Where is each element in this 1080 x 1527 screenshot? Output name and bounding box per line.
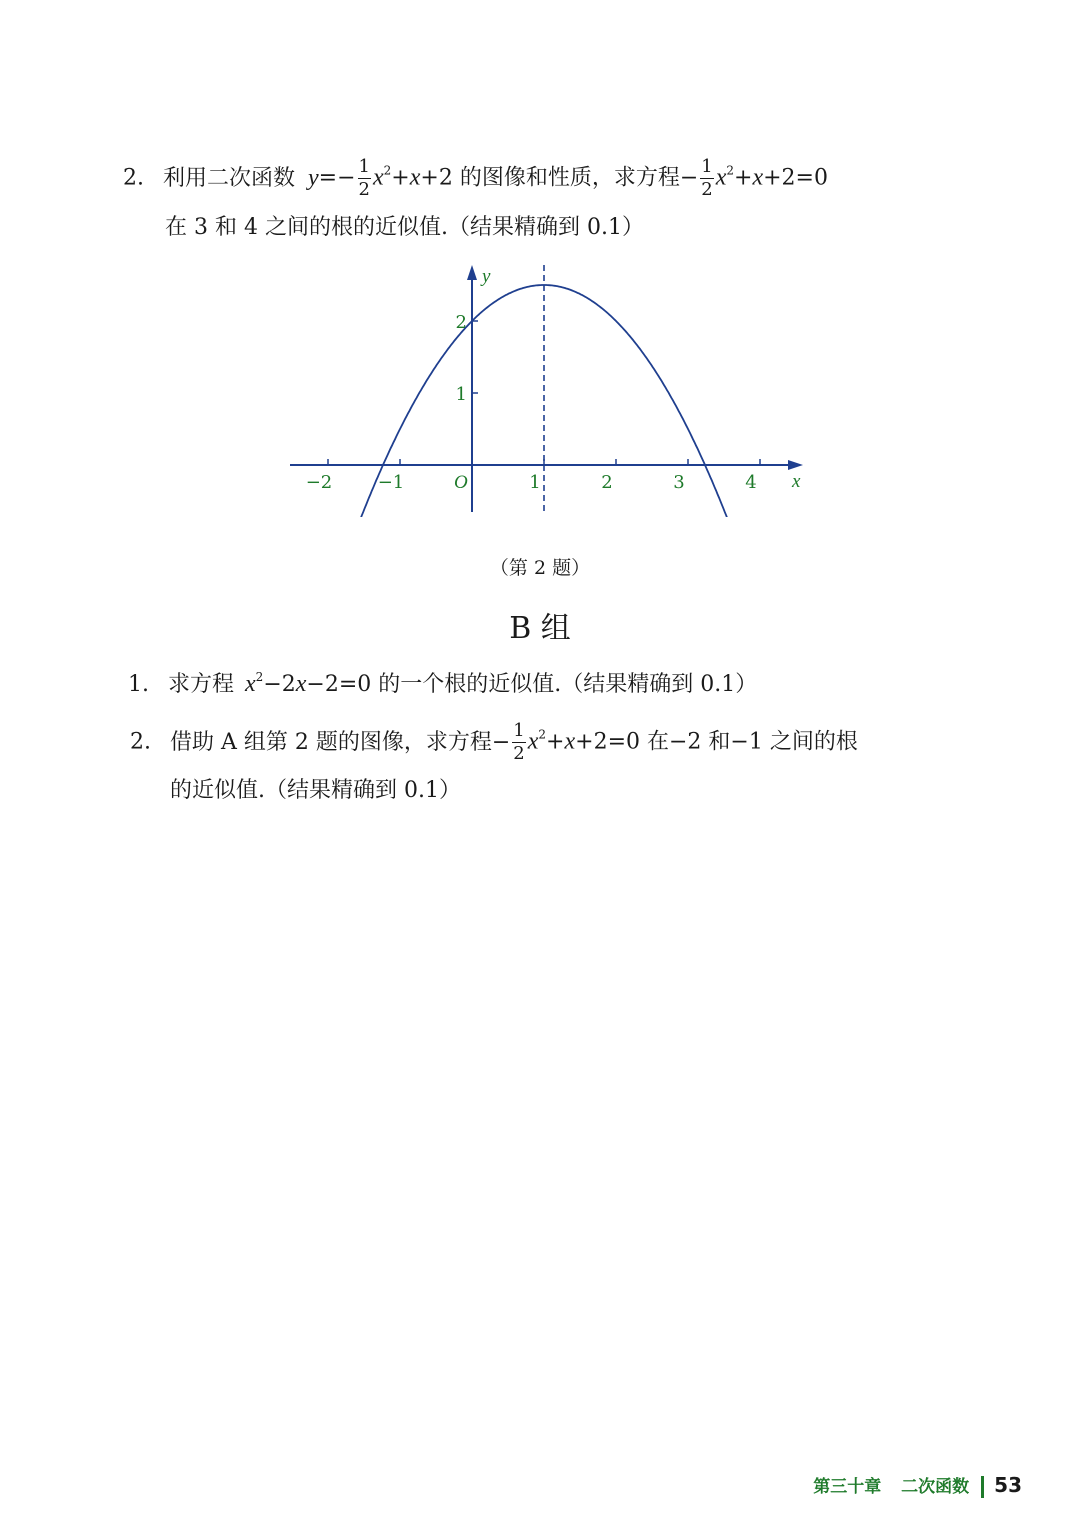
math-var: x: [409, 164, 421, 191]
page-number: 53: [994, 1473, 1022, 1497]
fraction-numerator: 1: [358, 156, 370, 177]
math-var: x: [373, 164, 384, 191]
x-axis-arrow: [788, 460, 803, 470]
math-var: x: [527, 728, 539, 755]
question-number: 1.: [128, 672, 149, 697]
section-label: 二次函数: [901, 1477, 970, 1497]
y-axis-label: y: [482, 266, 491, 287]
origin-label: O: [454, 472, 468, 493]
question-a2-line1: [123, 158, 828, 199]
math-op: +: [546, 729, 565, 755]
math-op: −2: [263, 672, 296, 697]
x-axis-label: x: [792, 471, 801, 492]
math-var: x: [564, 728, 576, 755]
fraction: [700, 158, 713, 199]
question-text: 利用二次函数: [163, 165, 296, 191]
fraction-denominator: 2: [701, 179, 713, 200]
question-b1: [128, 671, 757, 696]
question-text: +2=0: [763, 165, 828, 191]
math-var: y: [308, 164, 319, 191]
math-op: =−: [318, 165, 356, 191]
x-tick-label: 3: [673, 472, 685, 493]
fraction-numerator: 1: [513, 720, 525, 741]
math-var: x: [752, 164, 764, 191]
fraction: [358, 158, 371, 199]
axes: [290, 265, 803, 514]
y-tick-label: 2: [455, 312, 467, 333]
page-footer: [813, 1472, 1022, 1498]
question-text: 借助 A 组第 2 题的图像，求方程−: [170, 729, 511, 755]
y-tick-label: 1: [455, 384, 467, 405]
fraction-denominator: 2: [513, 743, 525, 764]
fraction: [512, 722, 525, 763]
question-b2-line1: [130, 722, 858, 763]
x-tick-label: −2: [305, 472, 333, 493]
tick-labels: [306, 266, 801, 493]
math-var: x: [295, 671, 307, 697]
parabola-figure: [285, 262, 805, 517]
y-axis-arrow: [467, 265, 477, 280]
question-a2-line2: 在 3 和 4 之间的根的近似值.（结果精确到 0.1）: [165, 215, 644, 240]
question-text: +2=0 在−2 和−1 之间的根: [575, 729, 858, 755]
x-tick-label: 1: [529, 472, 541, 493]
question-text: +2 的图像和性质，求方程−: [420, 165, 699, 191]
question-b2-line2: 的近似值.（结果精确到 0.1）: [170, 778, 461, 803]
math-var: x: [245, 671, 256, 697]
x-tick-label: 2: [601, 472, 613, 493]
question-number: 2.: [130, 729, 151, 755]
x-tick-label: 4: [745, 472, 757, 493]
math-var: x: [715, 164, 727, 191]
fraction-denominator: 2: [358, 179, 370, 200]
question-text: 求方程: [168, 672, 235, 697]
exponent: 2: [255, 670, 264, 684]
group-b-title: B 组: [509, 611, 571, 646]
question-number: 2.: [123, 165, 144, 191]
math-op: +: [391, 165, 410, 191]
figure-caption: （第 2 题）: [489, 557, 591, 579]
exponent: 2: [726, 163, 734, 178]
footer-divider: [981, 1476, 984, 1498]
exponent: 2: [538, 727, 547, 742]
exponent: 2: [383, 163, 392, 178]
fraction-numerator: 1: [701, 156, 713, 177]
chapter-label: 第三十章: [813, 1477, 882, 1497]
question-text: −2=0 的一个根的近似值.（结果精确到 0.1）: [306, 672, 758, 697]
x-tick-label: −1: [377, 472, 405, 493]
math-op: +: [734, 165, 753, 191]
